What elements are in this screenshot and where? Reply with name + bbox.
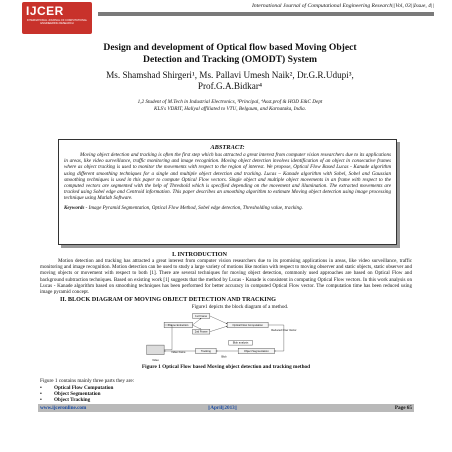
optical-flow-label: Optical Flow Computation (232, 324, 263, 328)
video-label: Video (152, 358, 159, 362)
title-line-1: Design and development of Optical flow based Moving Object (103, 42, 357, 53)
affiliation-line-2: KLS's VDRIT, Haliyal affiliated to VTU, Belgaum, and Karnataka, India. (153, 105, 307, 112)
video-frame-label: Video frame (171, 350, 186, 354)
intro-paragraph: Motion detection and tracking has attracted a great interest from computer vision researchers due to its promising applications in areas, like video surveillance, traffic monitoring and image recognition. Motion detection can be used to study a large variety of motions like motion with respect to moving observer and static objects, static observer and moving objects or movement with respect to both [1]. There are several techniques for moving object detection, commonly used approaches are based on Optical Flow and background subtraction techniques. Based on existing work [1] suggests that the method by Lucas - Kanade is consistent in computing Optical Flow vectors. In this work analysis on Lucas - Kanade algorithm based on smoothing techniques has been performed for better accuracy in computed Optical Flow vector. The computation time has been reduced using image pyramid concept. (40, 258, 412, 296)
figure-caption: Figure 1 Optical Flow based Moving object detection and tracking method (141, 364, 311, 370)
logo-subtitle: INTERNATIONAL JOURNAL OF COMPUTATIONAL ENGINEERING RESEARCH (26, 19, 88, 25)
bullet-icon: • (40, 391, 42, 398)
footer-page-number: Page 65 (394, 405, 412, 411)
page-footer (38, 404, 414, 412)
footer-website-link[interactable]: www.ijceronline.com (40, 405, 87, 411)
frame-extraction-label: Frame Extraction (168, 324, 189, 328)
bullet-icon: • (40, 385, 42, 391)
keywords-label: Keywords (64, 204, 85, 211)
author-list (60, 70, 400, 92)
authors-line-1: Ms. Shamshad Shirgeri¹, Ms. Pallavi Umesh Naik², Dr.G.R.Udupi³, (106, 70, 354, 80)
parts-list (40, 385, 113, 404)
bullet-icon: • (40, 397, 42, 404)
second-frame-label: 2nd Frame (194, 330, 208, 334)
authors-line-2: Prof.G.A.Bidkar⁴ (197, 81, 263, 91)
abstract-box (58, 139, 397, 245)
parts-intro: Figure 1 contains mainly three parts they are: (40, 378, 135, 384)
list-item-label: Object Tracking (54, 397, 91, 404)
tracking-label: Tracking (200, 350, 211, 354)
first-frame-label: 1st Frame (195, 314, 208, 318)
abstract-heading: ABSTRACT: (210, 144, 245, 151)
journal-header (0, 0, 452, 34)
abstract-text: Moving object detection and tracking is often the first step which has attracted a great interest from computer vision researchers due to its applications in areas, like video surveillance, traffic monitoring and image recognition. Moving object detection involves identification of an object in consecutive frames where as object tracking is used to monitor the movements with respect to the region of interest. We propose, Optical Flow Based Lucas - Kanade algorithm using different smoothing techniques for a single and multiple object detection and tracking. Lucas – Kanade algorithm with Sobel, Sobel and Gaussian smoothing techniques is used in this paper to compute Optical Flow vectors. Single object and multiple object movements in an frame with respect to the computed vectors are segmented with the help of Threshold which is specified depending on the movement and illumination. The extracted movements are tracked using Sobel edge and Centroid information. This paper describes an smoothing algorithm to estimate Moving object detection using image processing technique using Matlab Software. (64, 152, 391, 202)
header-divider (98, 12, 434, 16)
blob-analysis-label: Blob analysis (232, 341, 249, 345)
logo-wordmark: IJCER (26, 4, 64, 18)
list-item (40, 397, 113, 403)
video-block (147, 345, 164, 354)
keywords (64, 205, 391, 211)
figure-intro: Figure1 depicts the block diagram of a method. (191, 304, 289, 310)
journal-citation: International Journal of Computational Engineering Research||Vol, 03||Issue, 4|| (252, 3, 434, 9)
footer-date: ||April||2013|| (208, 405, 238, 411)
list-item-label: Optical Flow Computation (54, 385, 114, 391)
reduced-flow-label: Reduced Flow Vector (271, 328, 297, 332)
intro-heading: I. INTRODUCTION (172, 251, 228, 258)
block-diagram (124, 312, 324, 364)
object-segmentation-label: Object Segmentation (243, 350, 269, 354)
journal-logo (22, 2, 92, 34)
title-line-2: Detection and Tracking (OMODT) System (143, 54, 317, 65)
keywords-text: - Image Pyramid Segmentation, Optical Flow Method, Sobel edge detection, Thresholding value, tracking. (84, 204, 303, 211)
blob-label: Blob (221, 355, 227, 359)
affiliations (60, 99, 400, 112)
paper-title (60, 42, 400, 66)
block-diagram-heading: II. BLOCK DIAGRAM OF MOVING OBJECT DETECTION AND TRACKING (60, 296, 276, 303)
list-item-label: Object Segmentation (54, 391, 101, 398)
affiliation-line-1: 1,2 Student of M.Tech in Industrial Electronics, ³Principal, ⁴Asst.prof & HOD E&C Dept (137, 99, 323, 105)
